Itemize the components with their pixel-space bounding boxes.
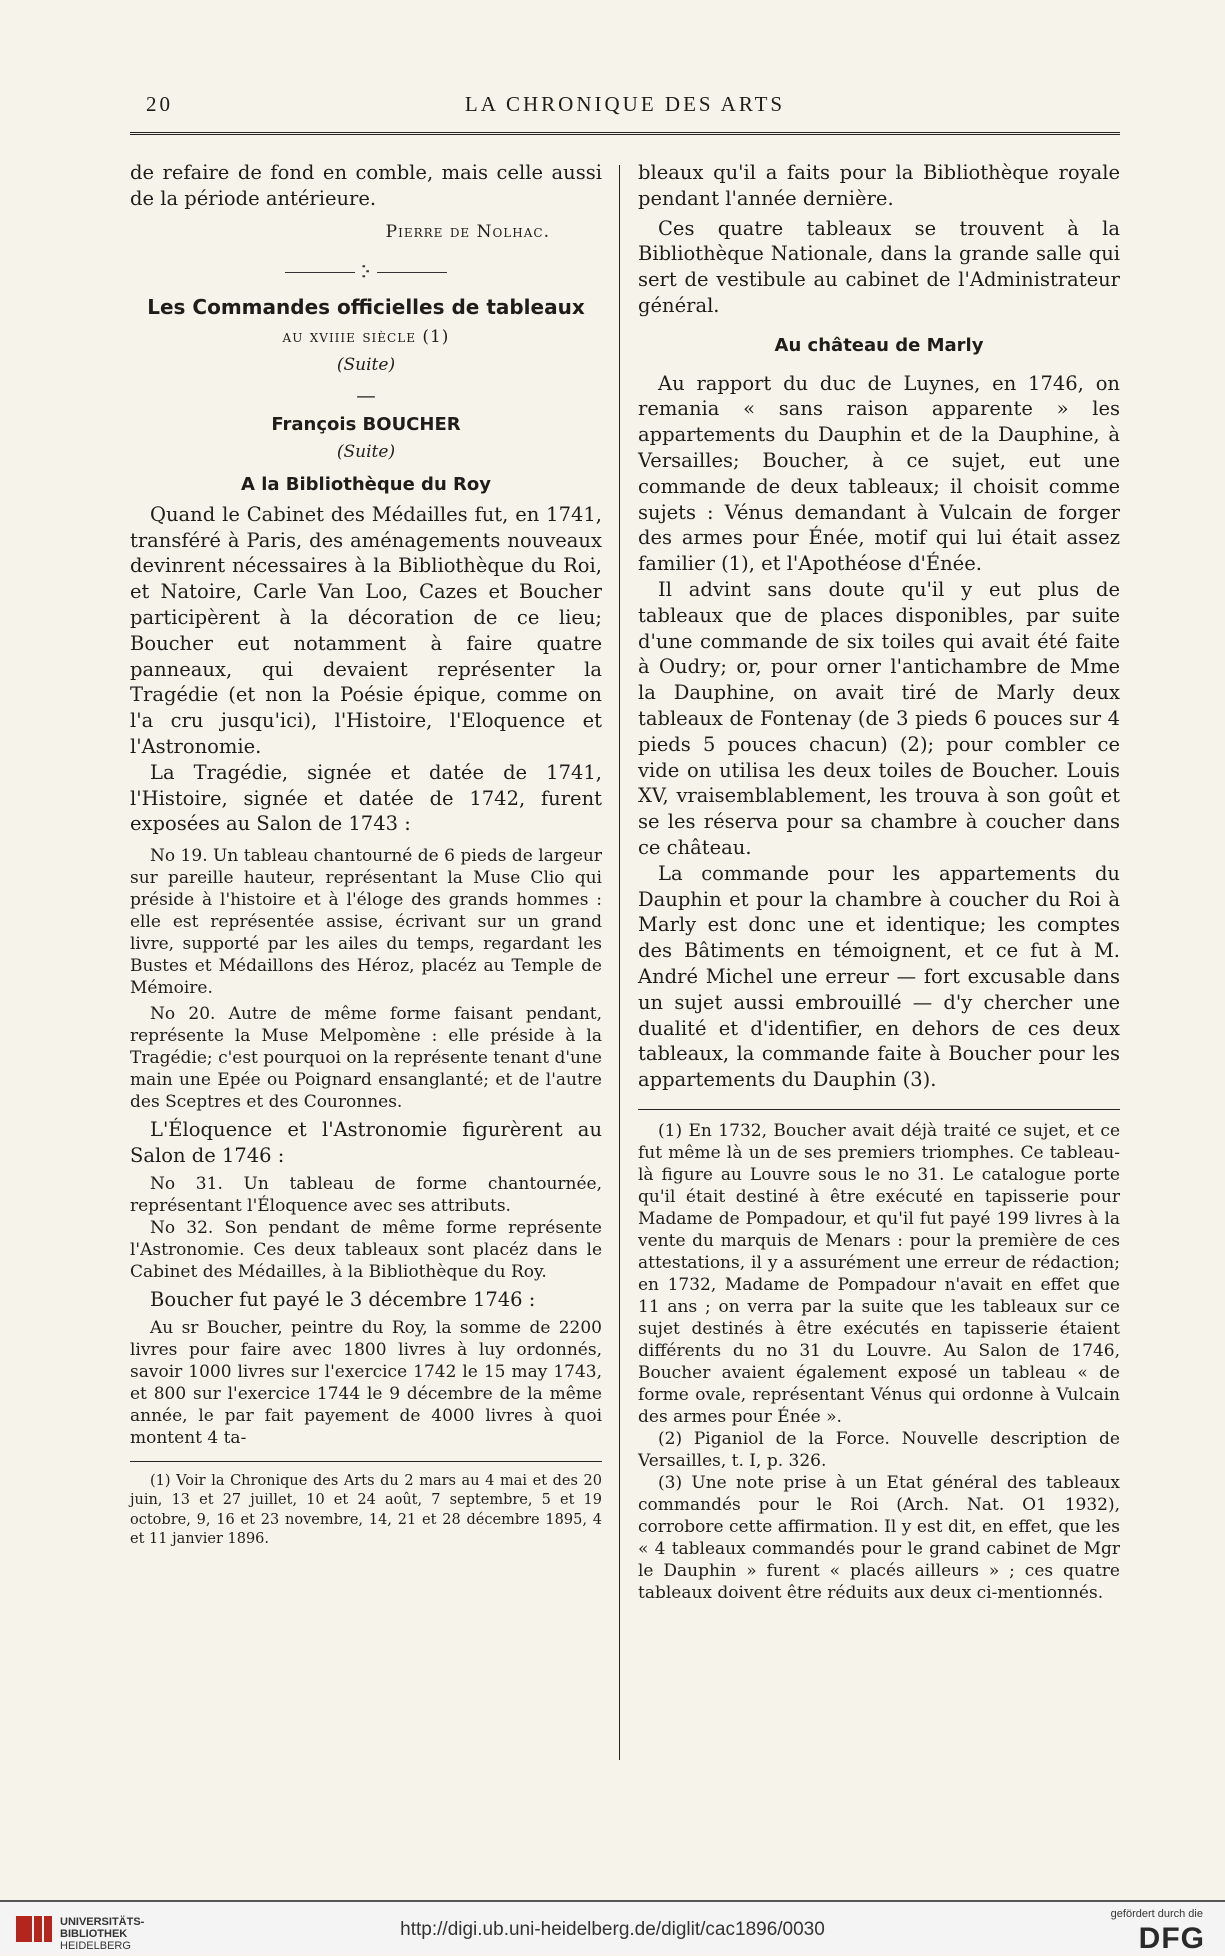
footnote-rule (638, 1109, 1120, 1110)
subsection-title: Au château de Marly (774, 334, 984, 356)
right-column (638, 160, 1120, 1604)
catalogue-entry: No 32. Son pendant de même forme représente l'Astronomie. Ces deux tableaux sont placéz dans le Cabinet des Médailles, à la Bibliothèque du Roy. (130, 1217, 602, 1282)
paragraph: Il advint sans doute qu'il y eut plus de tableaux que de places disponibles, par suite d'une commande de six toiles qui avait été faite à Oudry; or, pour orner l'antichambre de Mme la Dauphine, on avait tiré de Marly deux tableaux de Fontenay (de 3 pieds 6 pouces sur 4 pieds 5 pouces chacun) (2); pour combler ce vide on utilisa les deux toiles de Boucher. Louis XV, vraisemblablement, les trouva à son goût et se les réserva pour sa chambre à coucher dans ce château. (638, 577, 1120, 859)
catalogue-entry: No 19. Un tableau chantourné de 6 pieds de largeur sur pareille hauteur, représentant la Muse Clio qui préside à l'histoire et à l'éloge des grands hommes : elle est représentée assise, écrivant sur un grand livre, supporté par les ailes du temps, regardant les Bustes et Médaillons des Héroz, placéz au Temple de Mémoire. (130, 846, 602, 999)
paragraph: Ces quatre tableaux se trouvent à la Bibliothèque Nationale, dans la grande salle qui sert de vestibule au cabinet de l'Administrateur général. (638, 216, 1120, 317)
paragraph: L'Éloquence et l'Astronomie figurèrent au Salon de 1746 : (130, 1118, 602, 1167)
dfg-logo: DFG (1138, 1922, 1205, 1955)
paragraph: La Tragédie, signée et datée de 1741, l'Histoire, signée et datée de 1742, furent exposées au Salon de 1743 : (130, 760, 602, 836)
paragraph: Au rapport du duc de Luynes, en 1746, on remania « sans raison apparente » les appartements du Dauphin et de la Dauphine, à Versailles; Boucher, à ce sujet, eut une commande de deux tableaux; il choisit comme sujets : Vénus demandant à Vulcain de forger des armes pour Énée, motif qui lui était assez familier (1), et l'Apothéose d'Énée. (638, 371, 1120, 576)
subsection-title: A la Bibliothèque du Roy (241, 473, 491, 495)
continued-paragraph: de refaire de fond en comble, mais celle aussi de la période antérieure. (130, 161, 602, 210)
suite-label: (Suite) (336, 354, 396, 375)
footnote-rule (130, 1461, 602, 1462)
payment-entry: Au sr Boucher, peintre du Roy, la somme de 2200 livres pour faire avec 1800 livres à luy ordonnés, savoir 1000 livres sur l'exercice 1742 le 15 may 1743, et 800 sur l'exercice 1744 le 9 décembre de la même année, le par fait payement de 4000 livres à quoi montent 4 ta- (130, 1317, 602, 1448)
column-divider (619, 165, 620, 1760)
paragraph: Boucher fut payé le 3 décembre 1746 : (150, 1287, 536, 1311)
article-title: Les Commandes officielles de tableaux (147, 295, 585, 320)
footer (0, 1902, 1225, 1954)
article-subtitle: au xviiie siècle (1) (282, 326, 450, 347)
footnote: (1) En 1732, Boucher avait déjà traité ce sujet, et ce fut même là un de ses premiers triomphes. Ce tableau-là figure au Louvre sous le no 31. Le catalogue porte qu'il était destiné à être exécuté en tapisserie pour Madame de Pompadour, et qu'il fut payé 199 livres à la vente du marquis de Menars : pour la première de ces attestations, il y a assurément une erreur de rédaction; en 1732, Madame de Pompadour n'avait en effet que 11 ans ; on verra par la suite que les tableaux sur ce sujet destinés à être exécutés en tapisserie étaient différents du no 31 du Louvre. Au Salon de 1746, Boucher avaient également exposé un tableau « de forme ovale, représentant Vénus qui ordonne à Vulcain des armes pour Énée ». (638, 1120, 1120, 1427)
section-title: François BOUCHER (271, 414, 461, 436)
signature: Pierre de Nolhac. (385, 221, 550, 242)
ornament-divider (130, 259, 602, 285)
page-header (130, 92, 1120, 122)
dash-separator: — (356, 383, 376, 407)
source-url-link[interactable]: http://digi.ub.uni-heidelberg.de/diglit/cac1896/0030 (400, 1919, 825, 1940)
left-column (130, 160, 602, 1550)
catalogue-entry: No 31. Un tableau de forme chantournée, représentant l'Éloquence avec ses attributs. (130, 1173, 602, 1216)
footnote: (2) Piganiol de la Force. Nouvelle description de Versailles, t. I, p. 326. (638, 1428, 1120, 1471)
footnote: (3) Une note prise à un Etat général des tableaux commandés pour le Roi (Arch. Nat. O1 1932), corrobore cette affirmation. Il y est dit, en effet, que les « 4 tableaux commandés pour le grand cabinet de Mgr le Dauphin » furent « placés ailleurs » ; ces quatre tableaux doivent être réduits aux deux ci-mentionnés. (638, 1472, 1120, 1603)
catalogue-entry: No 20. Autre de même forme faisant pendant, représente la Muse Melpomène : elle préside à la Tragédie; c'est pourquoi on la représente tenant d'une main une Epée ou Poignard ensanglanté; et de l'autre des Sceptres et des Couronnes. (130, 1004, 602, 1113)
page-number: 20 (146, 92, 173, 116)
ornament-icon: ⴾ (361, 262, 371, 282)
footnote: (1) Voir la Chronique des Arts du 2 mars au 4 mai et des 20 juin, 13 et 27 juillet, 10 et 24 août, 7 septembre, 5 et 19 octobre, 9, 16 et 23 novembre, 14, 21 et 28 décembre 1895, 4 et 11 janvier 1896. (130, 1472, 602, 1548)
continued-paragraph: bleaux qu'il a faits pour la Bibliothèque royale pendant l'année dernière. (638, 161, 1120, 210)
library-name: UNIVERSITÄTS- BIBLIOTHEK HEIDELBERG (60, 1916, 145, 1952)
suite-label: (Suite) (336, 442, 396, 463)
paragraph: Quand le Cabinet des Médailles fut, en 1741, transféré à Paris, des aménagements nouveaux devinrent nécessaires à la Bibliothèque du Roi, et Natoire, Carle Van Loo, Cazes et Boucher participèrent à la décoration de ce lieu; Boucher eut notamment à faire quatre panneaux, qui devaient représenter la Tragédie (et non la Poésie épique, comme on l'a cru jusqu'ici), l'Histoire, l'Eloquence et l'Astronomie. (130, 502, 602, 758)
funded-by-label: gefördert durch die (1110, 1908, 1203, 1920)
header-rule (130, 132, 1120, 135)
paragraph: La commande pour les appartements du Dauphin et pour la chambre à coucher du Roi à Marly est donc une et identique; les comptes des Bâtiments en témoignent, et ce fut à M. André Michel une erreur — fort excusable dans un sujet aussi embrouillé — d'y chercher une dualité et d'identifier, en dehors de ces deux tableaux, la commande faite à Boucher pour les appartements du Dauphin (3). (638, 861, 1120, 1092)
running-title: LA CHRONIQUE DES ARTS (464, 92, 786, 116)
